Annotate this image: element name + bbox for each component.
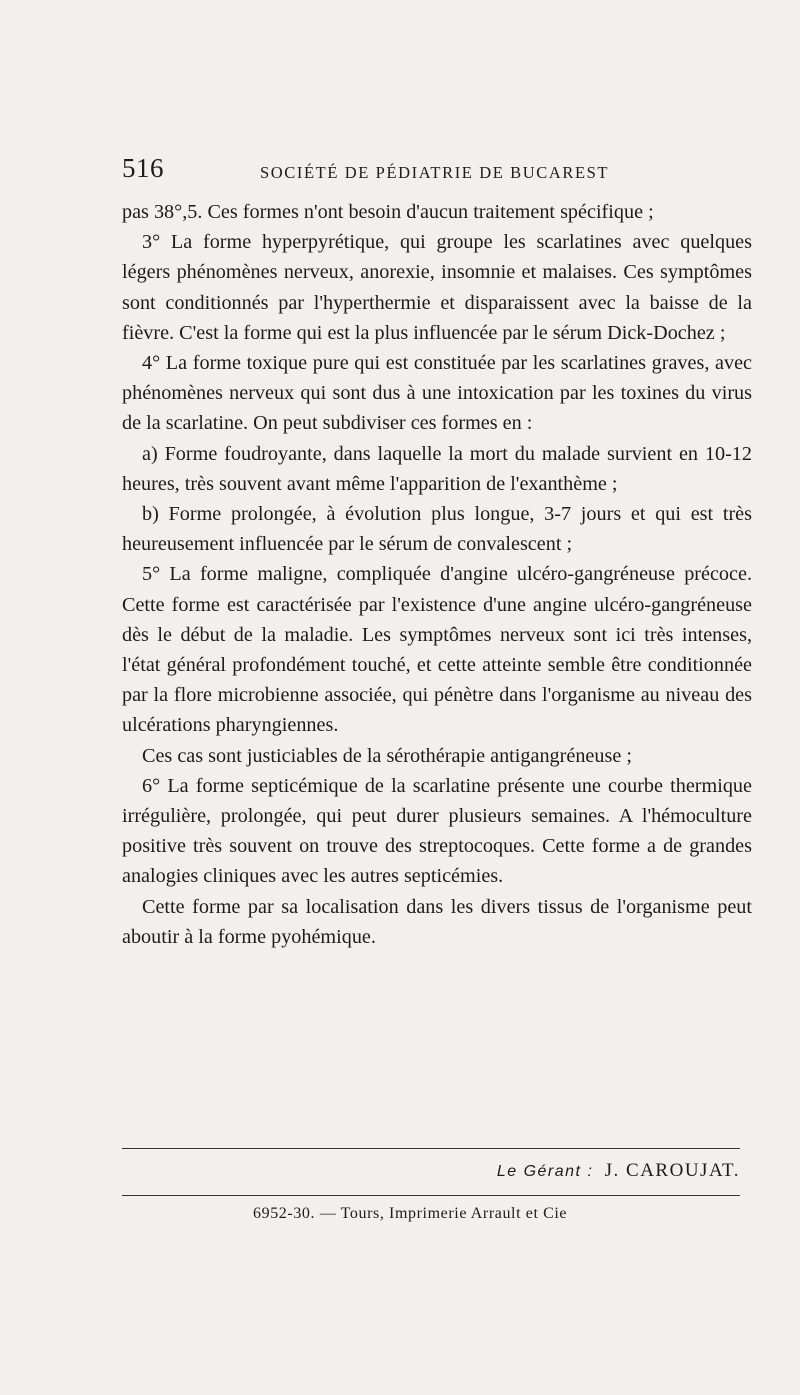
divider-rule — [122, 1148, 740, 1149]
paragraph: Ces cas sont justiciables de la sérothérapie antigangréneuse ; — [142, 744, 632, 767]
paragraph: b) Forme prolongée, à évolution plus longue, 3-7 jours et qui est très heureusement influencée par le sérum de convalescent ; — [122, 503, 752, 556]
page-number: 516 — [122, 153, 164, 183]
signature-label: Le Gérant : — [496, 1163, 594, 1180]
paragraph: a) Forme foudroyante, dans laquelle la mort du malade survient en 10-12 heures, très souvent avant même l'apparition de l'exanthème ; — [122, 442, 752, 495]
paragraph: 5° La forme maligne, compliquée d'angine ulcéro-gangréneuse précoce. Cette forme est caractérisée par l'existence d'une angine ulcéro-gangréneuse dès le début de la maladie. Les symptômes nerveux sont ici très intenses, l'état général profondément touché, et cette atteinte semble être conditionnée par la flore microbienne associée, qui pénètre dans l'organisme au niveau des ulcérations pharyngiennes. — [122, 563, 752, 737]
paragraph: 4° La forme toxique pure qui est constituée par les scarlatines graves, avec phénomènes nerveux qui sont dus à une intoxication par les toxines du virus de la scarlatine. On peut subdiviser ces formes en : — [122, 352, 752, 435]
running-head: SOCIÉTÉ DE PÉDIATRIE DE BUCAREST — [260, 163, 610, 182]
paragraph: Cette forme par sa localisation dans les divers tissus de l'organisme peut aboutir à la forme pyohémique. — [122, 895, 752, 948]
paragraph: 6° La forme septicémique de la scarlatine présente une courbe thermique irrégulière, prolongée, qui peut durer plusieurs semaines. A l'hémoculture positive très souvent on trouve des streptocoques. Cette forme a de grandes analogies cliniques avec les autres septicémies. — [122, 774, 752, 888]
paragraph: pas 38°,5. Ces formes n'ont besoin d'aucun traitement spécifique ; — [122, 201, 654, 223]
divider-rule — [122, 1195, 740, 1196]
printer-imprint: 6952-30. — Tours, Imprimerie Arrault et Cie — [253, 1205, 568, 1222]
signature-name: J. CAROUJAT. — [604, 1160, 740, 1181]
paragraph: 3° La forme hyperpyrétique, qui groupe les scarlatines avec quelques légers phénomènes nerveux, anorexie, insomnie et malaises. Ces symptômes sont conditionnés par l'hyperthermie et disparaissent avec la baisse de la fièvre. C'est la forme qui est la plus influencée par le sérum Dick-Dochez ; — [122, 231, 752, 344]
body-text — [122, 197, 752, 952]
page-header — [122, 153, 752, 187]
signature-line — [497, 1160, 740, 1182]
